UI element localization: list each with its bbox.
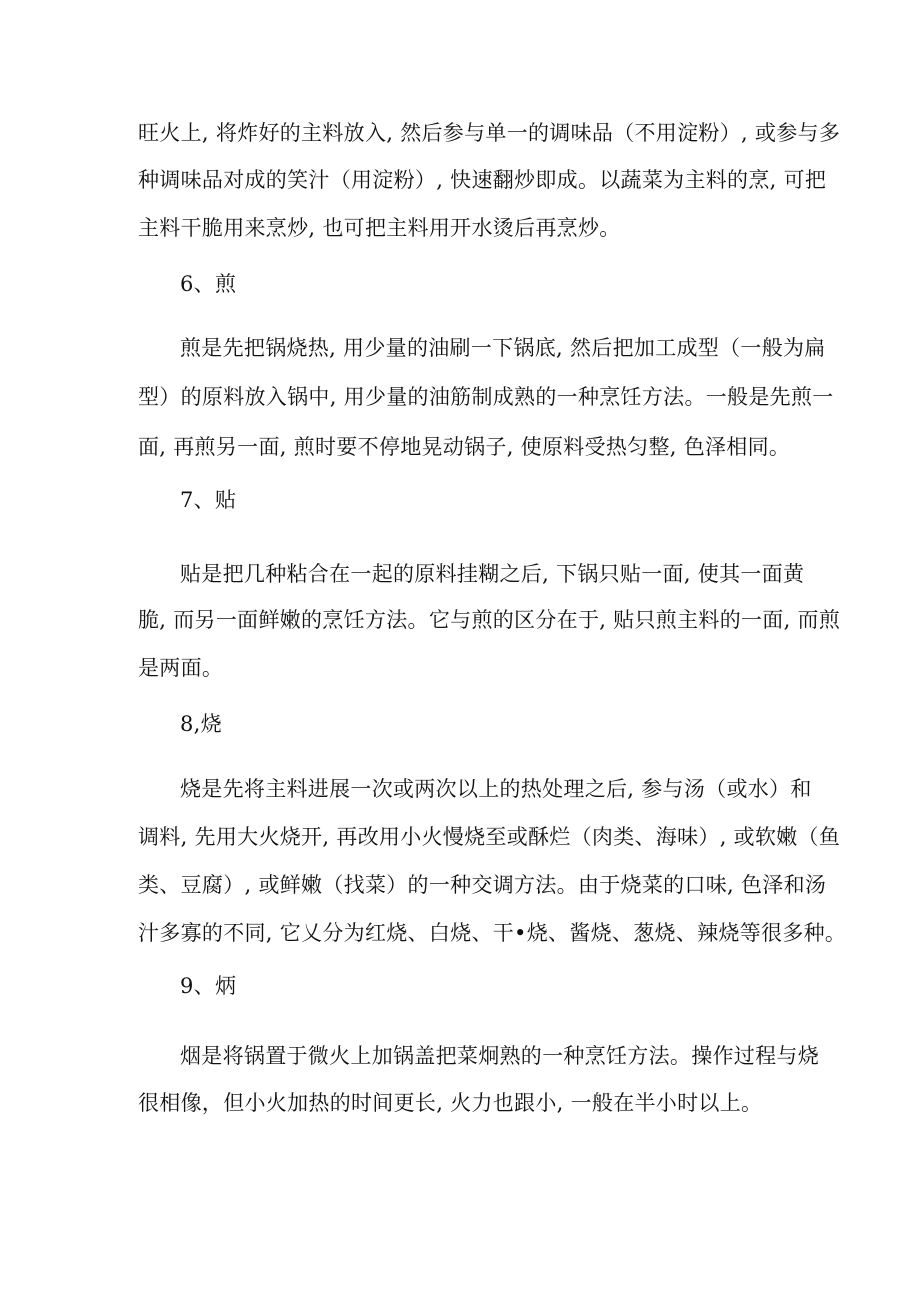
paragraph-line: 型）的原料放入锅中, 用少量的油筋制成熟的一种烹饪方法。一般是先煎一 <box>138 385 834 409</box>
section-heading: 6、煎 <box>180 272 237 296</box>
paragraph-line: 种调味品对成的笑汁（用淀粉）, 快速翻炒即成。以蔬菜为主料的烹, 可把 <box>138 168 827 192</box>
paragraph-line: 脆, 而另一面鲜嫩的烹饪方法。它与煎的区分在于, 贴只煎主料的一面, 而煎 <box>138 608 841 632</box>
paragraph-line: 贴是把几种粘合在一起的原料挂糊之后, 下锅只贴一面, 使其一面黄 <box>180 562 805 586</box>
paragraph-line: 汁多寡的不同, 它乂分为红烧、白烧、干•烧、酱烧、葱烧、辣烧等很多种。 <box>138 921 847 945</box>
paragraph-line: 面, 再煎另一面, 煎时要不停地晃动锅子, 使原料受热匀整, 色泽相同。 <box>138 435 791 459</box>
paragraph-line: 煎是先把锅烧热, 用少量的油刷一下锅底, 然后把加工成型（一般为扁 <box>180 336 826 360</box>
paragraph-line: 主料干脆用来烹炒, 也可把主料用开水烫后再烹炒。 <box>138 216 621 240</box>
paragraph-line: 烟是将锅置于微火上加锅盖把菜炯熟的一种烹饪方法。操作过程与烧 <box>180 1044 819 1068</box>
paragraph-line: 是两面。 <box>138 656 224 680</box>
section-heading: 9、炳 <box>180 974 237 998</box>
paragraph-line: 旺火上, 将炸好的主料放入, 然后参与单一的调味品（不用淀粉）, 或参与多 <box>138 121 841 145</box>
section-heading: 7、贴 <box>180 488 237 512</box>
paragraph-line: 烧是先将主料进展一次或两次以上的热处理之后, 参与汤（或水）和 <box>180 777 812 801</box>
section-heading: 8,烧 <box>180 712 222 736</box>
paragraph-line: 很相像，但小火加热的时间更长, 火力也跟小, 一般在半小时以上。 <box>138 1091 763 1115</box>
paragraph-line: 调料, 先用大火烧开, 再改用小火慢烧至或酥烂（肉类、海味）, 或软嫩（鱼 <box>138 825 841 849</box>
paragraph-line: 类、豆腐）, 或鲜嫩（找菜）的一种交调方法。由于烧菜的口味, 色泽和汤 <box>138 873 827 897</box>
